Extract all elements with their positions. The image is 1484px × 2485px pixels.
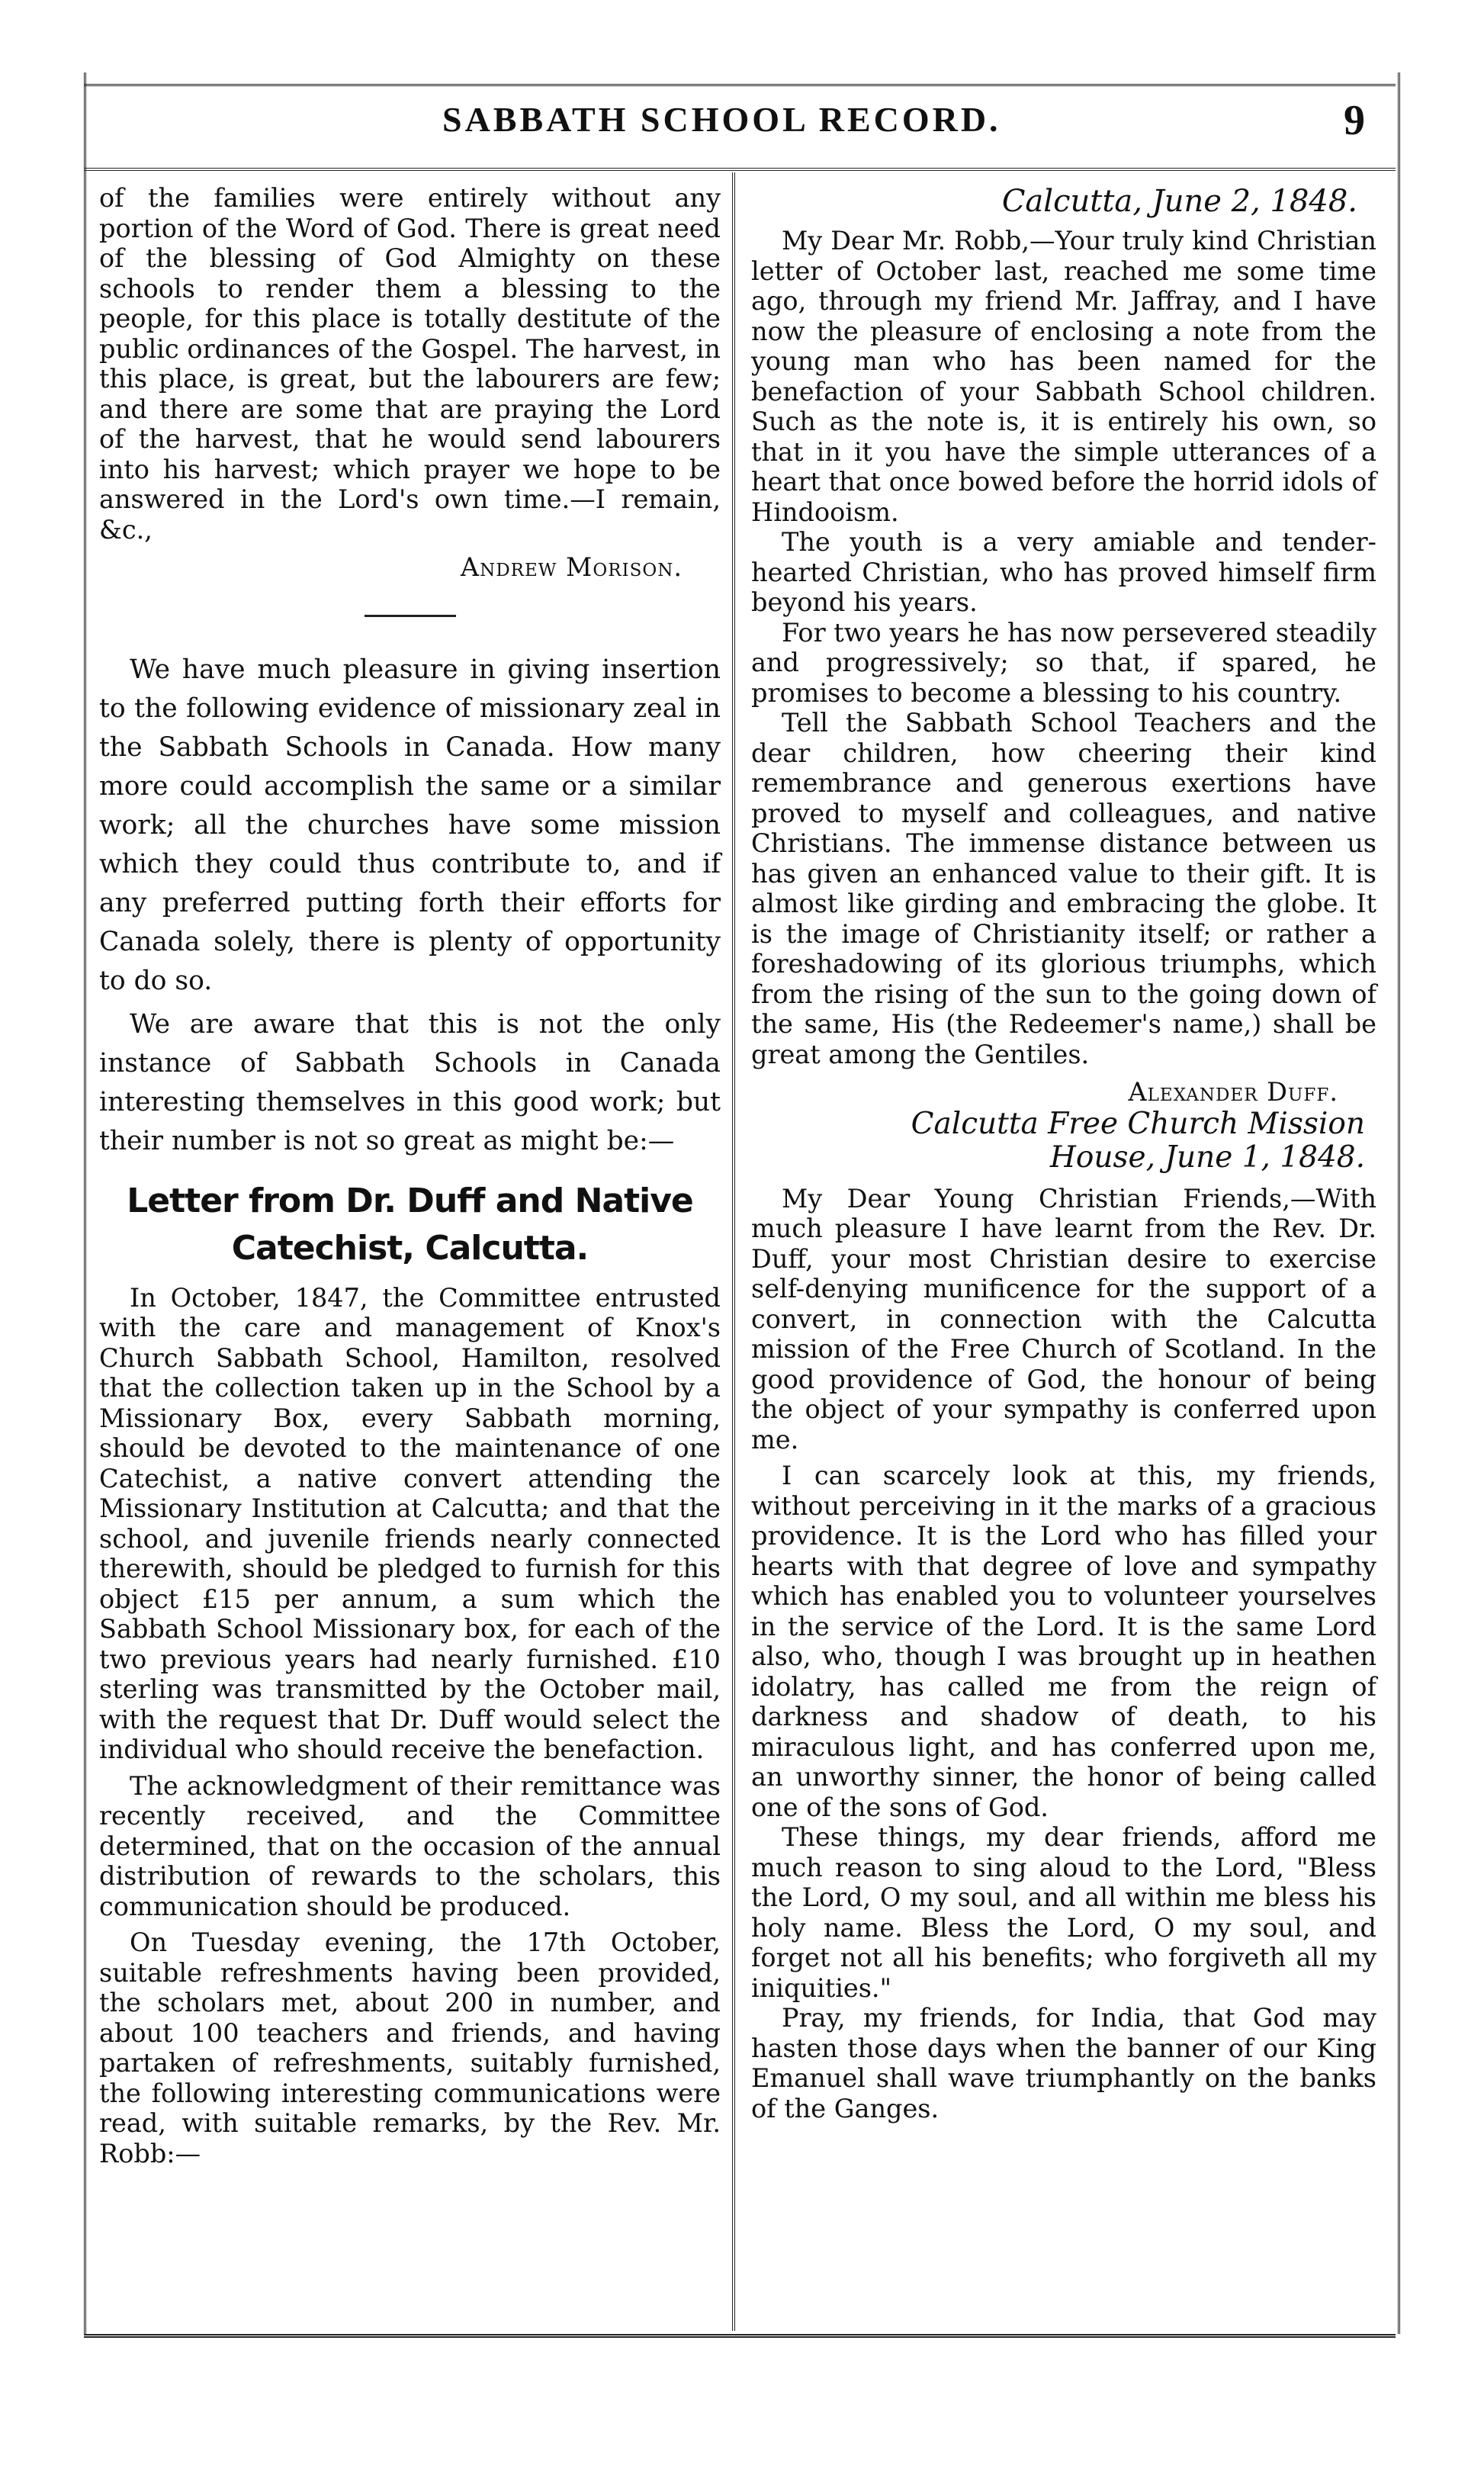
catechist-letter-paragraph-4: Pray, my friends, for India, that God may hasten those days when the banner of our King Emanuel shall wave triumphantly on the banks of the Ganges.	[751, 2003, 1376, 2123]
intro-paragraph-1: We have much pleasure in giving insertion to the following evidence of missionary zeal in the Sabbath Schools in Canada. How many more could accomplish the same or a similar work; all the churches have some mission which they could thus contribute to, and if any preferred putting forth their efforts for Canada solely, there is plenty of opportunity to do so.	[99, 654, 721, 996]
right-column	[751, 183, 1376, 2123]
continuation-paragraph: of the families were entirely without any portion of the Word of God. There is great need of the blessing of God Almighty on these schools to render them a blessing to the people, for this place is totally destitute of the public ordinances of the Gospel. The harvest, in this place, is great, but the labourers are few; and there are some that are praying the Lord of the harvest, that he would send labourers into his harvest; which prayer we hope to be answered in the Lord's own time.—I remain, &c.,	[99, 183, 721, 545]
article-paragraph-3: On Tuesday evening, the 17th October, suitable refreshments having been provided, the scholars met, about 200 in number, and about 100 teachers and friends, and having partaken of refreshments, suitably furnished, the following interesting communications were read, with suitable remarks, by the Rev. Mr. Robb:—	[99, 1927, 721, 2168]
duff-letter-paragraph-1: My Dear Mr. Robb,—Your truly kind Christian letter of October last, reached me some time ago, through my friend Mr. Jaffray, and I have now the pleasure of enclosing a note from the young man who has been named for the benefaction of your Sabbath School children. Such as the note is, it is entirely his own, so that in it you have the simple utterances of a heart that once bowed before the horrid idols of Hindooism.	[751, 226, 1376, 527]
top-rule	[84, 84, 1396, 86]
duff-letter-paragraph-3: For two years he has now persevered steadily and progressively; so that, if spared, he promises to become a blessing to his country.	[751, 617, 1376, 708]
running-head	[84, 99, 1396, 160]
section-rule	[365, 615, 456, 617]
article-paragraph-1: In October, 1847, the Committee entrusted with the care and management of Knox's Church Sabbath School, Hamilton, resolved that the collection taken up in the School by a Missionary Box, every Sabbath morning, should be devoted to the maintenance of one Catechist, a native convert attending the Missionary Institution at Calcutta; and that the school, and juvenile friends nearly connected therewith, should be pledged to furnish for this object £15 per annum, a sum which the Sabbath School Missionary box, for each of the two previous years had nearly furnished. £10 sterling was transmitted by the October mail, with the request that Dr. Duff would select the individual who should receive the benefaction.	[99, 1282, 721, 1764]
dateline-duff: Calcutta, June 2, 1848.	[1001, 184, 1357, 219]
intro-paragraph-2: We are aware that this is not the only instance of Sabbath Schools in Canada interesting themselves in this good work; but their number is not so great as might be:—	[99, 1008, 721, 1156]
dateline-catechist	[751, 1107, 1365, 1175]
page-number: 9	[1344, 97, 1365, 144]
running-title: SABBATH SCHOOL RECORD.	[442, 100, 1001, 139]
catechist-letter-paragraph-2: I can scarcely look at this, my friends, without perceiving in it the marks of a gracious providence. It is the Lord who has filled your hearts with that degree of love and sympathy which has enabled you to volunteer yourselves in the service of the Lord. It is the same Lord also, who, though I was brought up in heathen idolatry, has called me from the reign of darkness and shadow of death, to his miraculous light, and has conferred upon me, an unworthy sinner, the honor of being called one of the sons of God.	[751, 1461, 1376, 1822]
catechist-letter-paragraph-3: These things, my dear friends, afford me much reason to sing aloud to the Lord, "Bless the Lord, O my soul, and all within me bless his holy name. Bless the Lord, O my soul, and forget not all his benefits; who forgiveth all my iniquities."	[751, 1822, 1376, 2003]
left-column	[99, 183, 721, 2168]
article-heading: Letter from Dr. Duff and Native Catechist, Calcutta.	[127, 1181, 693, 1268]
dateline-catechist-line-2: House, June 1, 1848.	[1049, 1140, 1365, 1175]
article-paragraph-2: The acknowledgment of their remittance was recently received, and the Committee determined, that on the occasion of the annual distribution of rewards to the scholars, this communication should be produced.	[99, 1770, 721, 1921]
duff-letter-paragraph-2: The youth is a very amiable and tender-hearted Christian, who has proved himself firm beyond his years.	[751, 527, 1376, 617]
signature-duff: Alexander Duff.	[1128, 1077, 1338, 1107]
column-divider	[732, 172, 735, 2331]
catechist-letter-paragraph-1: My Dear Young Christian Friends,—With much pleasure I have learnt from the Rev. Dr. Duff, your most Christian desire to exercise self-denying munificence for the support of a convert, in connection with the Calcutta mission of the Free Church of Scotland. In the good providence of God, the honour of being the object of your sympathy is conferred upon me.	[751, 1183, 1376, 1455]
signature-morison: Andrew Morison.	[460, 552, 683, 582]
bottom-rule	[84, 2334, 1396, 2338]
editorial-intro	[99, 651, 721, 1161]
dateline-catechist-line-1: Calcutta Free Church Mission	[911, 1106, 1365, 1141]
header-rule	[84, 168, 1396, 171]
duff-letter-paragraph-4: Tell the Sabbath School Teachers and the dear children, how cheering their kind remembrance and generous exertions have proved to myself and colleagues, and native Christians. The immense distance between us has given an enhanced value to their gift. It is almost like girding and embracing the globe. It is the image of Christianity itself; or rather a foreshadowing of its glorious triumphs, which from the rising of the sun to the going down of the same, His (the Redeemer's name,) shall be great among the Gentiles.	[751, 708, 1376, 1069]
